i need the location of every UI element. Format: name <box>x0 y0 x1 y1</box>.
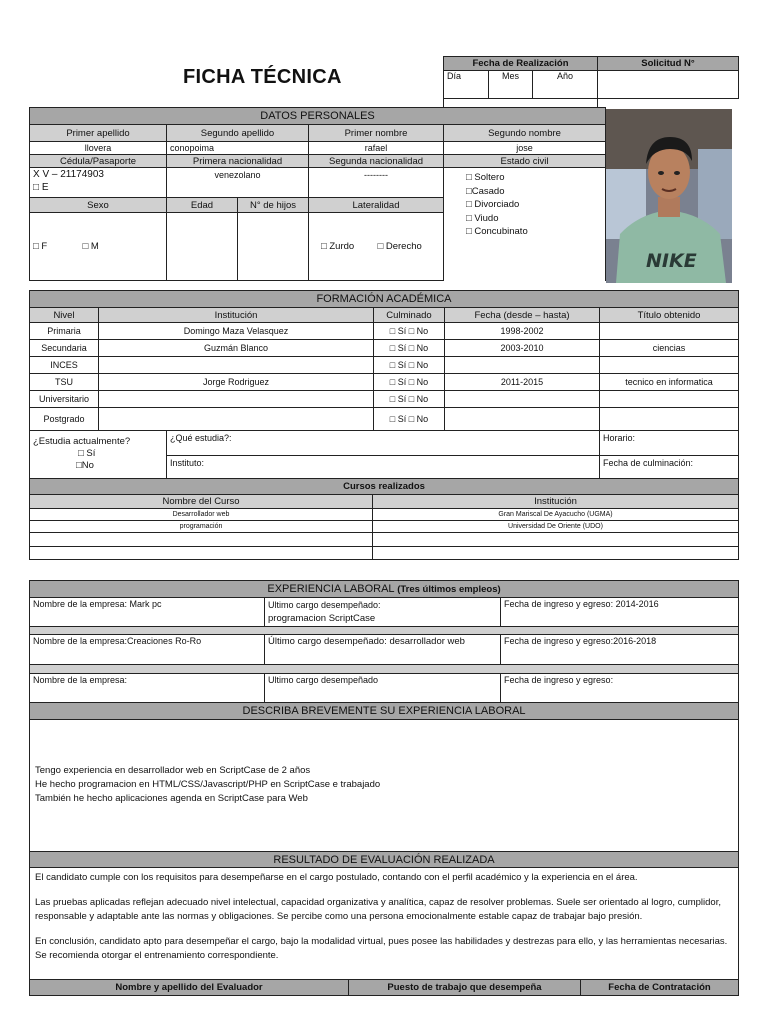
puesto-label: Puesto de trabajo que desempeña <box>349 980 581 996</box>
culminado-cell[interactable]: □ Sí □ No <box>374 340 445 357</box>
table-row <box>30 408 739 431</box>
estudia-label: ¿Estudia actualmente? <box>33 436 131 447</box>
nivel-cell: Secundaria <box>30 340 99 357</box>
profile-photo <box>606 109 732 283</box>
titulo-cell[interactable] <box>600 408 739 431</box>
institucion-cell[interactable]: Jorge Rodriguez <box>99 374 374 391</box>
cursos-header: Cursos realizados <box>30 479 739 495</box>
nivel-cell: Primaria <box>30 323 99 340</box>
segundo-nombre-label: Segundo nombre <box>444 125 606 142</box>
titulo-cell[interactable] <box>600 323 739 340</box>
nivel-cell: Postgrado <box>30 408 99 431</box>
experiencia-table <box>29 580 739 980</box>
fecha-cell[interactable]: 2011-2015 <box>445 374 600 391</box>
job-row <box>30 598 739 627</box>
nacionalidad2-label: Segunda nacionalidad <box>309 155 444 168</box>
nacionalidad1-label: Primera nacionalidad <box>167 155 309 168</box>
instituto-label[interactable]: Instituto: <box>167 456 600 481</box>
primer-apellido-label: Primer apellido <box>30 125 167 142</box>
edad-value[interactable] <box>167 213 238 281</box>
describa-body[interactable] <box>30 720 739 852</box>
datos-personales-header: DATOS PERSONALES <box>30 108 606 125</box>
table-row <box>30 391 739 408</box>
table-row <box>30 340 739 357</box>
table-row <box>30 374 739 391</box>
cedula-value[interactable] <box>30 168 167 198</box>
culminado-cell[interactable]: □ Sí □ No <box>374 323 445 340</box>
evaluador-label: Nombre y apellido del Evaluador <box>30 980 349 996</box>
fecha-ingreso-cell[interactable]: Fecha de ingreso y egreso:2016-2018 <box>501 635 739 665</box>
col-nivel: Nivel <box>30 308 99 323</box>
col-fecha: Fecha (desde – hasta) <box>445 308 600 323</box>
table-row <box>30 509 739 521</box>
separator <box>30 665 739 674</box>
sexo-label: Sexo <box>30 198 167 213</box>
estado-concubinato[interactable]: □ Concubinato <box>466 226 528 237</box>
cargo-label: Ultimo cargo desempeñado: <box>268 600 381 610</box>
fecha-ingreso-cell[interactable]: Fecha de ingreso y egreso: <box>501 674 739 703</box>
curso-inst-cell[interactable]: Universidad De Oriente (UDO) <box>373 521 739 533</box>
lateralidad-derecho[interactable]: □ Derecho <box>377 241 422 252</box>
curso-nombre-cell[interactable] <box>30 533 373 547</box>
nivel-cell: Universitario <box>30 391 99 408</box>
formacion-table <box>29 290 739 481</box>
table-row <box>30 533 739 547</box>
estado-casado[interactable]: □Casado <box>466 185 505 197</box>
empresa-cell[interactable]: Nombre de la empresa:Creaciones Ro-Ro <box>30 635 265 665</box>
lateralidad-options[interactable] <box>309 213 444 281</box>
primer-apellido-value[interactable]: llovera <box>30 142 167 155</box>
titulo-cell[interactable] <box>600 357 739 374</box>
resultado-p2: Las pruebas aplicadas reflejan adecuado nivel intelectual, capacidad organizativa y analítica, capaz de resolver problemas. Suele ser orientado al logro, cumplidor, responsable y adaptable ante las normas y obligaciones. Se percibe como una persona emocionalmente estable capaz de trabajar bajo presión. <box>35 897 721 922</box>
segundo-apellido-label: Segundo apellido <box>167 125 309 142</box>
curso-inst-cell[interactable] <box>373 533 739 547</box>
curso-inst-cell[interactable] <box>373 547 739 560</box>
col-titulo: Título obtenido <box>600 308 739 323</box>
table-row <box>30 521 739 533</box>
titulo-cell[interactable]: ciencias <box>600 340 739 357</box>
formacion-header: FORMACIÓN ACADÉMICA <box>30 291 739 308</box>
edad-label: Edad <box>167 198 238 213</box>
solicitud-value[interactable] <box>598 71 739 99</box>
institucion-cell[interactable] <box>99 391 374 408</box>
resultado-body[interactable] <box>30 868 739 980</box>
page-title: FICHA TÉCNICA <box>183 66 342 88</box>
culminado-cell[interactable]: □ Sí □ No <box>374 408 445 431</box>
table-row <box>30 357 739 374</box>
culminado-cell[interactable]: □ Sí □ No <box>374 391 445 408</box>
cedula-label: Cédula/Pasaporte <box>30 155 167 168</box>
segundo-nombre-value[interactable]: jose <box>444 142 606 155</box>
nivel-cell: TSU <box>30 374 99 391</box>
fecha-cell[interactable]: 2003-2010 <box>445 340 600 357</box>
dia-label: Día <box>444 71 489 99</box>
separator <box>30 627 739 635</box>
describa-line: He hecho programacion en HTML/CSS/Javascript/PHP en ScriptCase e trabajado <box>35 779 381 790</box>
fecha-ingreso-cell[interactable]: Fecha de ingreso y egreso: 2014-2016 <box>501 598 739 627</box>
col-institucion: Institución <box>99 308 374 323</box>
hijos-label: N° de hijos <box>238 198 309 213</box>
lateralidad-label: Lateralidad <box>309 198 444 213</box>
institucion-cell[interactable] <box>99 357 374 374</box>
nacionalidad2-value[interactable]: -------- <box>309 168 444 198</box>
estudia-no[interactable]: □No <box>76 460 94 471</box>
estudia-si[interactable]: □ Sí <box>78 448 96 459</box>
estado-viudo[interactable]: □ Viudo <box>466 212 499 224</box>
person-photo-icon <box>606 109 732 283</box>
nacionalidad1-value[interactable]: venezolano <box>167 168 309 198</box>
estado-civil-options[interactable] <box>444 168 606 281</box>
sexo-f[interactable]: □ F <box>33 241 48 252</box>
experiencia-title: EXPERIENCIA LABORAL <box>267 583 395 595</box>
fecha-cell[interactable] <box>445 408 600 431</box>
titulo-cell[interactable]: tecnico en informatica <box>600 374 739 391</box>
nivel-cell: INCES <box>30 357 99 374</box>
estado-soltero[interactable]: □ Soltero <box>466 172 505 183</box>
col-institucion-curso: Institución <box>373 495 739 509</box>
fecha-realizacion-label: Fecha de Realización <box>444 57 598 71</box>
institucion-cell[interactable] <box>99 408 374 431</box>
cargo-cell[interactable]: Ultimo cargo desempeñado <box>265 674 501 703</box>
experiencia-subtitle: (Tres últimos empleos) <box>397 584 501 595</box>
lateralidad-zurdo[interactable]: □ Zurdo <box>321 241 355 252</box>
fecha-cell[interactable] <box>445 357 600 374</box>
cedula-e: □ E <box>33 182 49 193</box>
sexo-m[interactable]: □ M <box>82 241 99 252</box>
table-row <box>30 547 739 560</box>
contratacion-label: Fecha de Contratación <box>581 980 739 996</box>
estudia-cell[interactable] <box>30 431 167 481</box>
job-row <box>30 674 739 703</box>
estado-divorciado[interactable]: □ Divorciado <box>466 199 520 210</box>
mes-label: Mes <box>489 71 533 99</box>
job-row <box>30 635 739 665</box>
fecha-cell[interactable]: 1998-2002 <box>445 323 600 340</box>
curso-nombre-cell[interactable]: programación <box>30 521 373 533</box>
segundo-apellido-value[interactable]: conopoima <box>167 142 309 155</box>
resultado-p1: El candidato cumple con los requisitos para desempeñarse en el cargo postulado, contando con el perfil académico y la experiencia en el área. <box>35 872 638 883</box>
solicitud-label: Solicitud N° <box>598 57 739 71</box>
estado-civil-label: Estado civil <box>444 155 606 168</box>
sexo-options[interactable] <box>30 213 167 281</box>
fecha-cell[interactable] <box>445 391 600 408</box>
cargo-cell[interactable]: Último cargo desempeñado: desarrollador web <box>265 635 501 665</box>
culminacion-label[interactable]: Fecha de culminación: <box>600 456 739 481</box>
que-estudia-label[interactable]: ¿Qué estudia?: <box>167 431 600 456</box>
horario-label[interactable]: Horario: <box>600 431 739 456</box>
cursos-table <box>29 478 739 560</box>
institucion-cell[interactable]: Domingo Maza Velasquez <box>99 323 374 340</box>
experiencia-header <box>30 581 739 598</box>
table-row <box>30 323 739 340</box>
col-nombre-curso: Nombre del Curso <box>30 495 373 509</box>
culminado-cell[interactable]: □ Sí □ No <box>374 374 445 391</box>
primer-nombre-label: Primer nombre <box>309 125 444 142</box>
shirt-text: NIKE <box>646 250 697 272</box>
culminado-cell[interactable]: □ Sí □ No <box>374 357 445 374</box>
curso-nombre-cell[interactable]: Desarrollador web <box>30 509 373 521</box>
titulo-cell[interactable] <box>600 391 739 408</box>
empresa-cell[interactable]: Nombre de la empresa: Mark pc <box>30 598 265 627</box>
empresa-cell[interactable]: Nombre de la empresa: <box>30 674 265 703</box>
cargo-cell[interactable] <box>265 598 501 627</box>
primer-nombre-value[interactable]: rafael <box>309 142 444 155</box>
cargo-value: programacion ScriptCase <box>268 613 376 624</box>
footer-table <box>29 979 739 996</box>
resultado-p3: En conclusión, candidato apto para desempeñar el cargo, bajo la modalidad virtual, pues posee las habilidades y destrezas para ello, y las herramientas necesarias. Se recomienda otorgar el entrenamiento correspondiente. <box>35 936 728 961</box>
resultado-header: RESULTADO DE EVALUACIÓN REALIZADA <box>30 852 739 868</box>
header-box <box>443 56 739 109</box>
describa-header: DESCRIBA BREVEMENTE SU EXPERIENCIA LABORAL <box>30 703 739 720</box>
col-culminado: Culminado <box>374 308 445 323</box>
curso-inst-cell[interactable]: Gran Mariscal De Ayacucho (UGMA) <box>373 509 739 521</box>
curso-nombre-cell[interactable] <box>30 547 373 560</box>
describa-line: También he hecho aplicaciones agenda en ScriptCase para Web <box>35 793 308 804</box>
anio-label: Año <box>533 71 598 99</box>
hijos-value[interactable] <box>238 213 309 281</box>
institucion-cell[interactable]: Guzmán Blanco <box>99 340 374 357</box>
describa-line: Tengo experiencia en desarrollador web en ScriptCase de 2 años <box>35 765 311 776</box>
cedula-v: X V – 21174903 <box>33 169 104 180</box>
